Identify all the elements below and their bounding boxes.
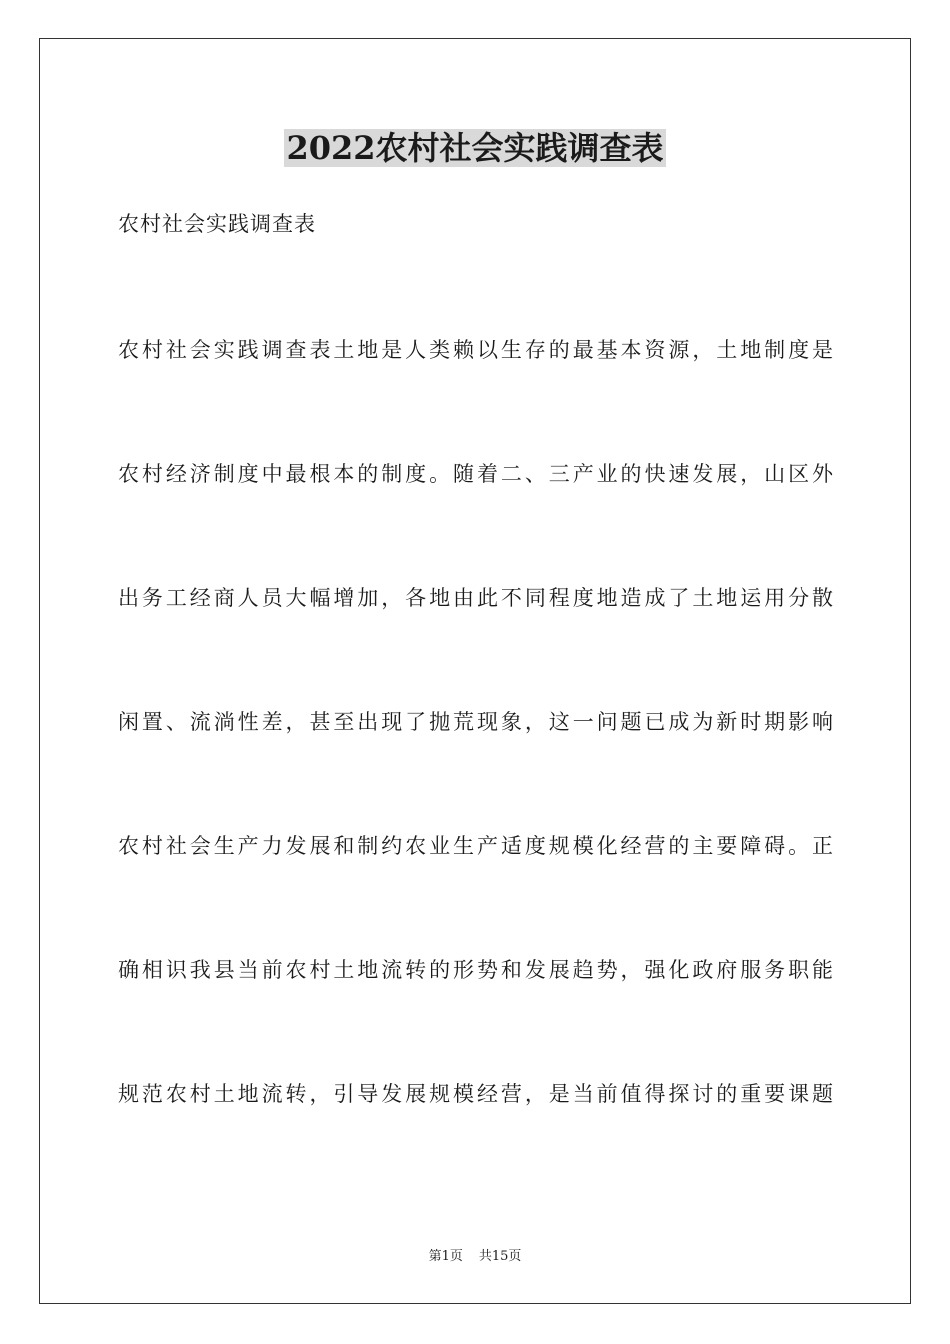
page-footer bbox=[0, 1248, 950, 1266]
page-total: 共15页 bbox=[478, 1249, 522, 1264]
paragraph-line-7: 规范农村土地流转，引导发展规模经营，是当前值得探讨的重要课题 bbox=[118, 1082, 833, 1106]
paragraph-line-6: 确相识我县当前农村土地流转的形势和发展趋势，强化政府服务职能 bbox=[118, 958, 833, 982]
document-title-text: 2022农村社会实践调查表 bbox=[286, 129, 664, 167]
document-subheading: 农村社会实践调查表 bbox=[118, 212, 316, 236]
paragraph-line-1: 农村社会实践调查表土地是人类赖以生存的最基本资源，土地制度是 bbox=[118, 338, 833, 362]
document-title bbox=[0, 128, 950, 168]
page-number: 第1页 bbox=[428, 1249, 463, 1264]
paragraph-line-5: 农村社会生产力发展和制约农业生产适度规模化经营的主要障碍。正 bbox=[118, 834, 833, 858]
paragraph-line-4: 闲置、流淌性差，甚至出现了抛荒现象，这一问题已成为新时期影响 bbox=[118, 710, 833, 734]
paragraph-line-3: 出务工经商人员大幅增加，各地由此不同程度地造成了土地运用分散 bbox=[118, 586, 833, 610]
paragraph-line-2: 农村经济制度中最根本的制度。随着二、三产业的快速发展，山区外 bbox=[118, 462, 833, 486]
